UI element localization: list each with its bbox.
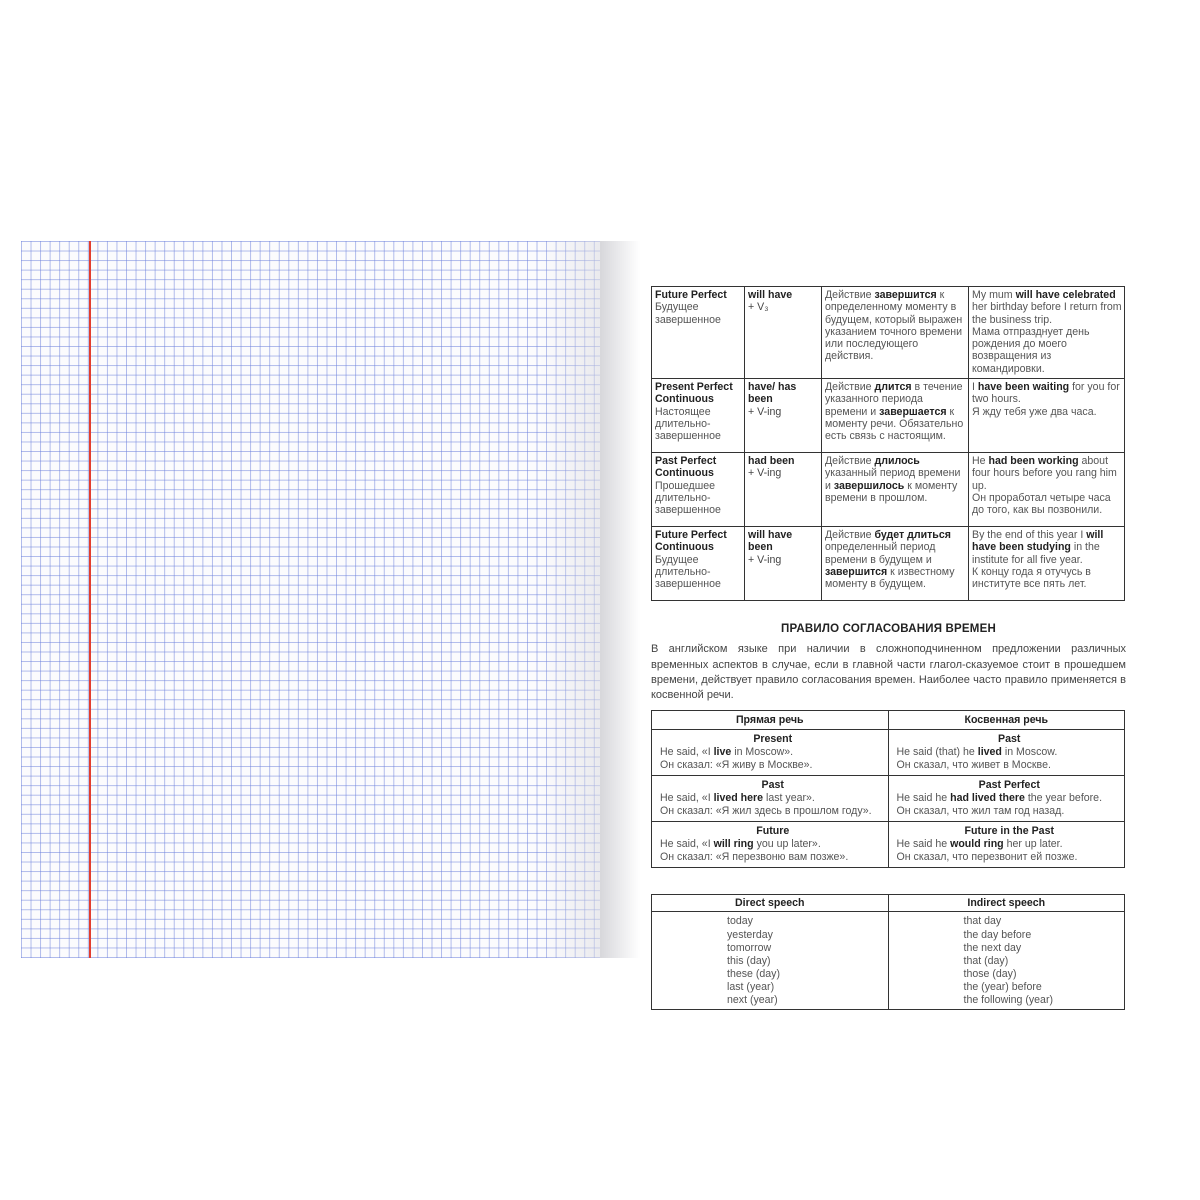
indirect-adverb: the day before [963, 928, 1032, 941]
bold-fragment: завершится [825, 565, 888, 578]
text-fragment: He said, «I [660, 838, 714, 851]
text-fragment: last year». [763, 792, 815, 805]
text-fragment: I [972, 380, 978, 393]
speech-translation: Он сказал, что перезвонит ей позже. [896, 850, 1078, 863]
indirect-adverb: the (year) before [963, 981, 1042, 994]
text-fragment: By the end of this year I [972, 528, 1087, 541]
tense-name-en: Past Perfect Continuous [655, 454, 717, 480]
bold-fragment: длится [874, 380, 912, 393]
speech-tense: Past [998, 733, 1021, 746]
tense-example-cell [969, 526, 1125, 600]
speech-tense: Past [761, 779, 784, 792]
direct-adverb: this (day) [727, 954, 771, 967]
tense-form-cell [745, 452, 822, 526]
example-translation: Я жду тебя уже два часа. [972, 405, 1097, 418]
direct-adverb: yesterday [727, 928, 773, 941]
bold-fragment: will have celebrated [1015, 289, 1116, 301]
text-fragment: определенный период времени в будущем и [825, 541, 936, 566]
indirect-adverb: the next day [963, 941, 1022, 954]
bold-fragment: завершится [874, 289, 937, 301]
speech-tense: Present [753, 733, 793, 746]
notebook-spread [21, 241, 1181, 1007]
text-fragment: к моменту речи. Обязательно есть связь с настоящим. [825, 405, 964, 443]
tense-example-cell [969, 287, 1125, 379]
tense-description-cell [822, 526, 969, 600]
speech-translation: Он сказал: «Я перезвоню вам позже». [660, 850, 849, 863]
text-fragment: about four hours before you rang him up. [972, 454, 1117, 492]
speech-row [652, 822, 1125, 868]
form-verb: + V₃ [748, 301, 769, 314]
tense-name-ru: Прошедшее длительно-завершенное [655, 479, 721, 517]
text-fragment: Действие [825, 380, 875, 393]
page-gutter-shadow [540, 241, 600, 958]
bold-fragment: длилось [874, 454, 920, 467]
tense-name-en: Future Perfect Continuous [655, 528, 727, 554]
header-indirect-speech-ru: Косвенная речь [888, 710, 1125, 729]
bold-fragment: have been waiting [977, 380, 1070, 393]
header-direct-speech: Direct speech [652, 895, 889, 912]
rule-text: В английском языке при наличии в сложноподчиненном предложении различных временных аспектов в случае, если в главной части глагол-сказуемое стоит в прошедшем времени, действует правило согласования времен. Наиболее часто правило применяется в косвенной речи. [651, 643, 1126, 702]
form-auxiliary: will have [748, 289, 793, 301]
bold-fragment: had been working [988, 454, 1079, 467]
tense-example-cell [969, 378, 1125, 452]
tense-row [652, 526, 1125, 600]
indirect-adverb: that day [963, 915, 1002, 928]
tense-description-cell [822, 378, 969, 452]
tense-example-cell [969, 452, 1125, 526]
speech-row [652, 776, 1125, 822]
tense-row [652, 287, 1125, 379]
form-auxiliary: have/ has been [748, 380, 797, 406]
rule-title: ПРАВИЛО СОГЛАСОВАНИЯ ВРЕМЕН [781, 622, 996, 635]
bold-fragment: будет длиться [874, 528, 951, 541]
text-fragment: Действие [825, 289, 875, 301]
example-translation: К концу года я отучусь в институте все пять лет. [972, 565, 1091, 591]
speech-tense: Future in the Past [964, 825, 1054, 838]
speech-translation: Он сказал: «Я живу в Москве». [660, 758, 813, 771]
direct-adverb: tomorrow [727, 941, 772, 954]
form-auxiliary: will have been [748, 528, 793, 554]
tense-name-cell [652, 452, 745, 526]
text-fragment: к известному моменту в будущем. [825, 565, 955, 591]
text-fragment: He said he [896, 792, 951, 805]
indirect-speech-cell [888, 730, 1125, 776]
bold-fragment: had lived there [950, 792, 1025, 805]
red-margin-line [89, 241, 91, 958]
text-fragment: for you for two hours. [972, 380, 1120, 406]
text-fragment: My mum [972, 289, 1016, 301]
indirect-adverbs-list [888, 912, 1125, 1010]
text-fragment: her birthday before I return from the business trip. [972, 301, 1122, 326]
bold-fragment: lived [977, 746, 1002, 759]
tense-name-cell [652, 378, 745, 452]
tense-row [652, 378, 1125, 452]
text-fragment: the year before. [1024, 792, 1103, 805]
text-fragment: her up later. [1003, 838, 1063, 851]
header-indirect-speech: Indirect speech [888, 895, 1125, 912]
indirect-adverb: that (day) [963, 954, 1009, 967]
bold-fragment: lived here [713, 792, 764, 805]
form-verb: + V-ing [748, 405, 782, 418]
indirect-speech-cell [888, 822, 1125, 868]
bold-fragment: will ring [713, 838, 754, 851]
page-gutter-shadow-right [600, 241, 640, 958]
tense-name-ru: Будущее завершенное [655, 301, 721, 326]
tense-name-en: Future Perfect [655, 289, 727, 301]
text-fragment: указанный период времени и [825, 467, 961, 492]
indirect-speech-cell [888, 776, 1125, 822]
text-fragment: He said, «I [660, 792, 714, 805]
direct-speech-cell [652, 776, 889, 822]
speech-translation: Он сказал, что живет в Москве. [896, 758, 1051, 771]
tense-row [652, 452, 1125, 526]
tense-name-cell [652, 287, 745, 379]
direct-speech-cell [652, 730, 889, 776]
tense-description-cell [822, 452, 969, 526]
text-fragment: к моменту времени в прошлом. [825, 479, 958, 504]
indirect-adverb: those (day) [963, 967, 1017, 980]
speech-tense: Past Perfect [978, 779, 1040, 792]
speech-tense: Future [756, 825, 790, 838]
direct-adverb: next (year) [727, 994, 778, 1007]
bold-fragment: завершилось [833, 479, 905, 492]
grid-page [21, 241, 600, 958]
text-fragment: you up later». [753, 838, 821, 851]
bold-fragment: would ring [950, 838, 1004, 851]
form-verb: + V-ing [748, 553, 782, 566]
form-verb: + V-ing [748, 467, 782, 480]
tense-form-cell [745, 526, 822, 600]
direct-adverb: these (day) [727, 967, 780, 980]
bold-fragment: завершается [879, 405, 947, 418]
text-fragment: He said he [896, 838, 951, 851]
example-translation: Мама отпразднует день рождения до моего возвращения из командировки. [972, 325, 1090, 375]
reference-content [651, 286, 1126, 1010]
direct-adverb: last (year) [727, 981, 775, 994]
tenses-table [651, 286, 1125, 601]
form-auxiliary: had been [748, 454, 795, 467]
bold-fragment: will have been studying [972, 528, 1104, 554]
speech-translation: Он сказал, что жил там год назад. [896, 804, 1065, 817]
reference-page [600, 241, 1181, 1007]
text-fragment: in Moscow. [1001, 746, 1058, 759]
speech-row [652, 730, 1125, 776]
tense-name-cell [652, 526, 745, 600]
reported-speech-table [651, 710, 1125, 868]
tense-name-ru: Будущее длительно-завершенное [655, 553, 721, 591]
adverbs-table [651, 894, 1125, 1010]
bold-fragment: live [713, 746, 732, 759]
example-translation: Он проработал четыре часа до того, как вы позвонили. [972, 491, 1111, 517]
text-fragment: He [972, 454, 989, 467]
tense-form-cell [745, 287, 822, 379]
direct-adverb: today [727, 915, 753, 928]
header-direct-speech-ru: Прямая речь [652, 710, 889, 729]
speech-translation: Он сказал: «Я жил здесь в прошлом году». [660, 804, 872, 817]
text-fragment: He said (that) he [896, 746, 978, 759]
tense-description-cell [822, 287, 969, 379]
direct-adverbs-list [652, 912, 889, 1010]
tense-name-ru: Настоящее длительно-завершенное [655, 405, 721, 443]
text-fragment: к определенному моменту в будущем, который выражен указанием точного времени или последующего действия. [825, 289, 963, 363]
direct-speech-cell [652, 822, 889, 868]
text-fragment: в течение указанного периода времени и [825, 380, 963, 418]
text-fragment: in Moscow». [731, 746, 794, 759]
text-fragment: Действие [825, 528, 875, 541]
tense-name-en: Present Perfect Continuous [655, 380, 733, 406]
text-fragment: Действие [825, 454, 875, 467]
indirect-adverb: the following (year) [963, 994, 1053, 1007]
text-fragment: in the institute for all five year. [972, 541, 1100, 566]
tense-form-cell [745, 378, 822, 452]
text-fragment: He said, «I [660, 746, 714, 759]
